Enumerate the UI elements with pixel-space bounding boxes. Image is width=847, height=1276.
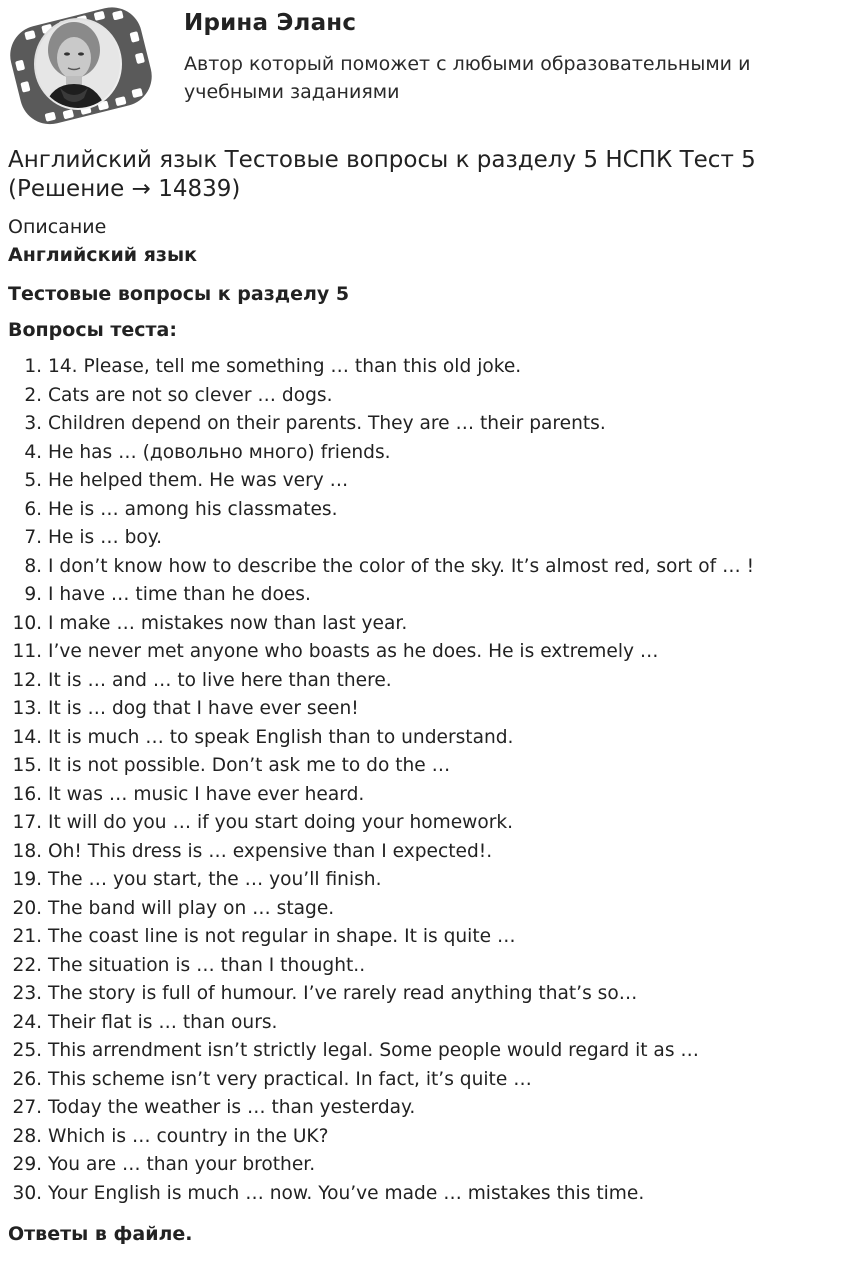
questions-label: Вопросы теста:: [8, 319, 177, 341]
subject-heading: Английский язык: [8, 244, 198, 266]
question-item: 26. This scheme isn’t very practical. In fact, it’s quite …: [48, 1066, 838, 1095]
question-item: 5. He helped them. He was very …: [48, 467, 838, 496]
author-description: Автор который поможет с любыми образовательными и учебными заданиями: [184, 53, 751, 103]
answers-note: Ответы в файле.: [8, 1223, 193, 1245]
author-avatar[interactable]: [8, 6, 153, 126]
question-item: 28. Which is … country in the UK?: [48, 1123, 838, 1152]
question-item: 24. Their flat is … than ours.: [48, 1009, 838, 1038]
question-item: 30. Your English is much … now. You’ve made … mistakes this time.: [48, 1180, 838, 1209]
question-item: 8. I don’t know how to describe the color of the sky. It’s almost red, sort of … !: [48, 553, 838, 582]
question-item: 6. He is … among his classmates.: [48, 496, 838, 525]
film-strip-portrait-icon: [8, 6, 153, 126]
question-item: 15. It is not possible. Don’t ask me to do the …: [48, 752, 838, 781]
question-item: 1. 14. Please, tell me something … than this old joke.: [48, 353, 838, 382]
question-item: 12. It is … and … to live here than there.: [48, 667, 838, 696]
question-item: 19. The … you start, the … you’ll finish.: [48, 866, 838, 895]
question-item: 17. It will do you … if you start doing your homework.: [48, 809, 838, 838]
question-item: 27. Today the weather is … than yesterday.: [48, 1094, 838, 1123]
author-name[interactable]: Ирина Эланс: [184, 10, 357, 36]
question-item: 25. This arrendment isn’t strictly legal. Some people would regard it as …: [48, 1037, 838, 1066]
question-item: 13. It is … dog that I have ever seen!: [48, 695, 838, 724]
questions-list: [8, 353, 838, 1208]
question-item: 20. The band will play on … stage.: [48, 895, 838, 924]
question-item: 7. He is … boy.: [48, 524, 838, 553]
document-body: [8, 146, 838, 1246]
question-item: 18. Oh! This dress is … expensive than I expected!.: [48, 838, 838, 867]
author-header: [8, 6, 838, 128]
question-item: 4. He has … (довольно много) friends.: [48, 439, 838, 468]
question-item: 11. I’ve never met anyone who boasts as he does. He is extremely …: [48, 638, 838, 667]
question-item: 21. The coast line is not regular in shape. It is quite …: [48, 923, 838, 952]
page-title: Английский язык Тестовые вопросы к разделу 5 НСПК Тест 5 (Решение → 14839): [8, 147, 756, 202]
question-item: 3. Children depend on their parents. They are … their parents.: [48, 410, 838, 439]
question-item: 16. It was … music I have ever heard.: [48, 781, 838, 810]
question-item: 9. I have … time than he does.: [48, 581, 838, 610]
question-item: 23. The story is full of humour. I’ve rarely read anything that’s so…: [48, 980, 838, 1009]
question-item: 2. Cats are not so clever … dogs.: [48, 382, 838, 411]
section-heading: Тестовые вопросы к разделу 5: [8, 283, 350, 305]
question-item: 22. The situation is … than I thought..: [48, 952, 838, 981]
question-item: 10. I make … mistakes now than last year.: [48, 610, 838, 639]
question-item: 14. It is much … to speak English than to understand.: [48, 724, 838, 753]
description-label: Описание: [8, 216, 107, 238]
question-item: 29. You are … than your brother.: [48, 1151, 838, 1180]
